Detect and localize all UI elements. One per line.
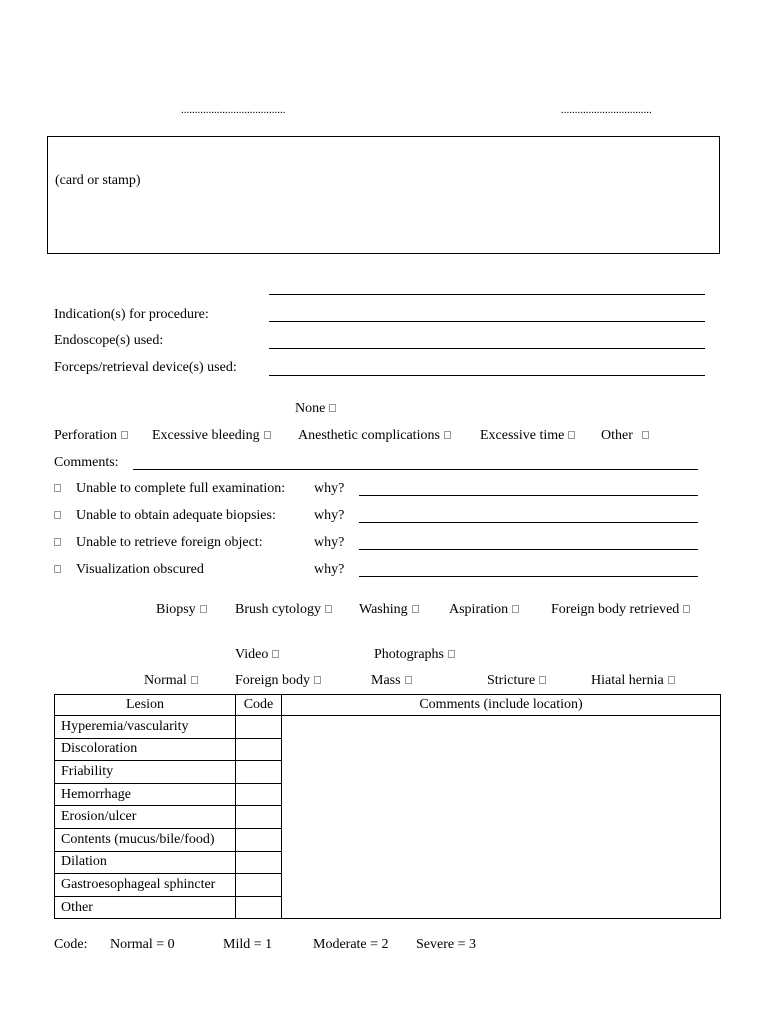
limitation-1-label: Unable to complete full examination: [76, 481, 286, 496]
code-cell[interactable] [236, 738, 282, 761]
lesion-cell: Other [55, 896, 236, 919]
complication-other[interactable] [601, 428, 649, 444]
complication-bleeding[interactable] [152, 428, 271, 444]
excessive-time-label: Excessive time [480, 428, 565, 443]
why-line-4[interactable] [359, 576, 698, 577]
why-label-2: why? [314, 508, 345, 523]
sample-brush-cytology[interactable] [235, 602, 332, 618]
mass-checkbox[interactable] [405, 676, 412, 684]
foreign-body-checkbox[interactable] [314, 676, 321, 684]
normal-label: Normal [144, 673, 187, 688]
header-dotted-line-right[interactable]: ................................. [561, 104, 652, 116]
lesion-cell: Hemorrhage [55, 783, 236, 806]
foreign-body-label: Foreign body [235, 673, 311, 688]
washing-label: Washing [359, 602, 408, 617]
media-video[interactable] [235, 647, 279, 663]
header-dotted-line-left[interactable]: ...................................... [181, 104, 286, 116]
limitation-4-checkbox[interactable] [54, 565, 61, 573]
bleeding-checkbox[interactable] [264, 431, 271, 439]
lesion-cell: Erosion/ulcer [55, 806, 236, 829]
why-label-4: why? [314, 562, 345, 577]
complication-anesthetic[interactable] [298, 428, 451, 444]
finding-foreign-body[interactable] [235, 673, 321, 689]
aspiration-checkbox[interactable] [512, 605, 519, 613]
other-checkbox[interactable] [642, 431, 649, 439]
none-label: None [295, 401, 326, 416]
sample-biopsy[interactable] [156, 602, 207, 618]
indication-line[interactable] [269, 321, 705, 322]
card-or-stamp-box [47, 136, 720, 254]
why-line-1[interactable] [359, 495, 698, 496]
lesion-cell: Friability [55, 761, 236, 784]
lesion-cell: Contents (mucus/bile/food) [55, 828, 236, 851]
complication-excessive-time[interactable] [480, 428, 575, 444]
lesion-cell: Dilation [55, 851, 236, 874]
normal-checkbox[interactable] [191, 676, 198, 684]
mass-label: Mass [371, 673, 401, 688]
none-checkbox[interactable] [329, 404, 336, 412]
endoscope-line[interactable] [269, 348, 705, 349]
finding-normal[interactable] [144, 673, 198, 689]
video-checkbox[interactable] [272, 650, 279, 658]
brush-cytology-label: Brush cytology [235, 602, 321, 617]
code-legend-mild: Mild = 1 [223, 937, 273, 952]
code-cell[interactable] [236, 851, 282, 874]
washing-checkbox[interactable] [412, 605, 419, 613]
comments-cell[interactable] [282, 716, 721, 919]
code-cell[interactable] [236, 761, 282, 784]
indication-label: Indication(s) for procedure: [54, 307, 209, 322]
anesthetic-label: Anesthetic complications [298, 428, 440, 443]
code-cell[interactable] [236, 806, 282, 829]
why-line-3[interactable] [359, 549, 698, 550]
limitation-2-checkbox[interactable] [54, 511, 61, 519]
table-row [55, 716, 721, 739]
card-box-label: (card or stamp) [55, 173, 141, 188]
lesion-cell: Hyperemia/vascularity [55, 716, 236, 739]
lesion-table-header [55, 695, 721, 716]
excessive-time-checkbox[interactable] [568, 431, 575, 439]
photographs-label: Photographs [374, 647, 444, 662]
anesthetic-checkbox[interactable] [444, 431, 451, 439]
stricture-label: Stricture [487, 673, 536, 688]
code-legend-moderate: Moderate = 2 [313, 937, 389, 952]
code-cell[interactable] [236, 828, 282, 851]
limitation-2-label: Unable to obtain adequate biopsies: [76, 508, 276, 523]
limitation-3-checkbox[interactable] [54, 538, 61, 546]
hiatal-hernia-label: Hiatal hernia [591, 673, 664, 688]
limitation-row-2 [54, 508, 276, 524]
blank-line-top[interactable] [269, 294, 705, 295]
complication-none[interactable] [295, 401, 336, 417]
photographs-checkbox[interactable] [448, 650, 455, 658]
why-label-1: why? [314, 481, 345, 496]
limitation-row-1 [54, 481, 285, 497]
lesion-table [54, 694, 721, 919]
code-cell[interactable] [236, 783, 282, 806]
video-label: Video [235, 647, 269, 662]
limitation-row-3 [54, 535, 263, 551]
media-photographs[interactable] [374, 647, 455, 663]
code-cell[interactable] [236, 716, 282, 739]
finding-stricture[interactable] [487, 673, 546, 689]
limitation-row-4 [54, 562, 204, 578]
lesion-cell: Gastroesophageal sphincter [55, 874, 236, 897]
aspiration-label: Aspiration [449, 602, 509, 617]
limitation-3-label: Unable to retrieve foreign object: [76, 535, 263, 550]
limitation-4-label: Visualization obscured [76, 562, 204, 577]
finding-hiatal-hernia[interactable] [591, 673, 675, 689]
foreign-body-retrieved-label: Foreign body retrieved [551, 602, 680, 617]
sample-washing[interactable] [359, 602, 419, 618]
why-label-3: why? [314, 535, 345, 550]
perforation-label: Perforation [54, 428, 117, 443]
code-legend-label: Code: [54, 937, 88, 952]
sample-foreign-body-retrieved[interactable] [551, 602, 690, 618]
biopsy-checkbox[interactable] [200, 605, 207, 613]
endoscope-label: Endoscope(s) used: [54, 333, 164, 348]
code-legend-normal: Normal = 0 [110, 937, 175, 952]
forceps-line[interactable] [269, 375, 705, 376]
comments-line[interactable] [133, 469, 698, 470]
lesion-header: Lesion [55, 695, 236, 716]
comments-label: Comments: [54, 455, 119, 470]
code-cell[interactable] [236, 874, 282, 897]
bleeding-label: Excessive bleeding [152, 428, 260, 443]
why-line-2[interactable] [359, 522, 698, 523]
foreign-body-retrieved-checkbox[interactable] [683, 605, 690, 613]
stricture-checkbox[interactable] [539, 676, 546, 684]
forceps-label: Forceps/retrieval device(s) used: [54, 360, 237, 375]
comments-header: Comments (include location) [282, 695, 721, 716]
brush-cytology-checkbox[interactable] [325, 605, 332, 613]
sample-aspiration[interactable] [449, 602, 519, 618]
code-cell[interactable] [236, 896, 282, 919]
code-header: Code [236, 695, 282, 716]
code-legend-severe: Severe = 3 [416, 937, 476, 952]
lesion-cell: Discoloration [55, 738, 236, 761]
biopsy-label: Biopsy [156, 602, 196, 617]
other-label: Other [601, 428, 633, 443]
perforation-checkbox[interactable] [121, 431, 128, 439]
hiatal-hernia-checkbox[interactable] [668, 676, 675, 684]
limitation-1-checkbox[interactable] [54, 484, 61, 492]
complication-perforation[interactable] [54, 428, 128, 444]
finding-mass[interactable] [371, 673, 412, 689]
